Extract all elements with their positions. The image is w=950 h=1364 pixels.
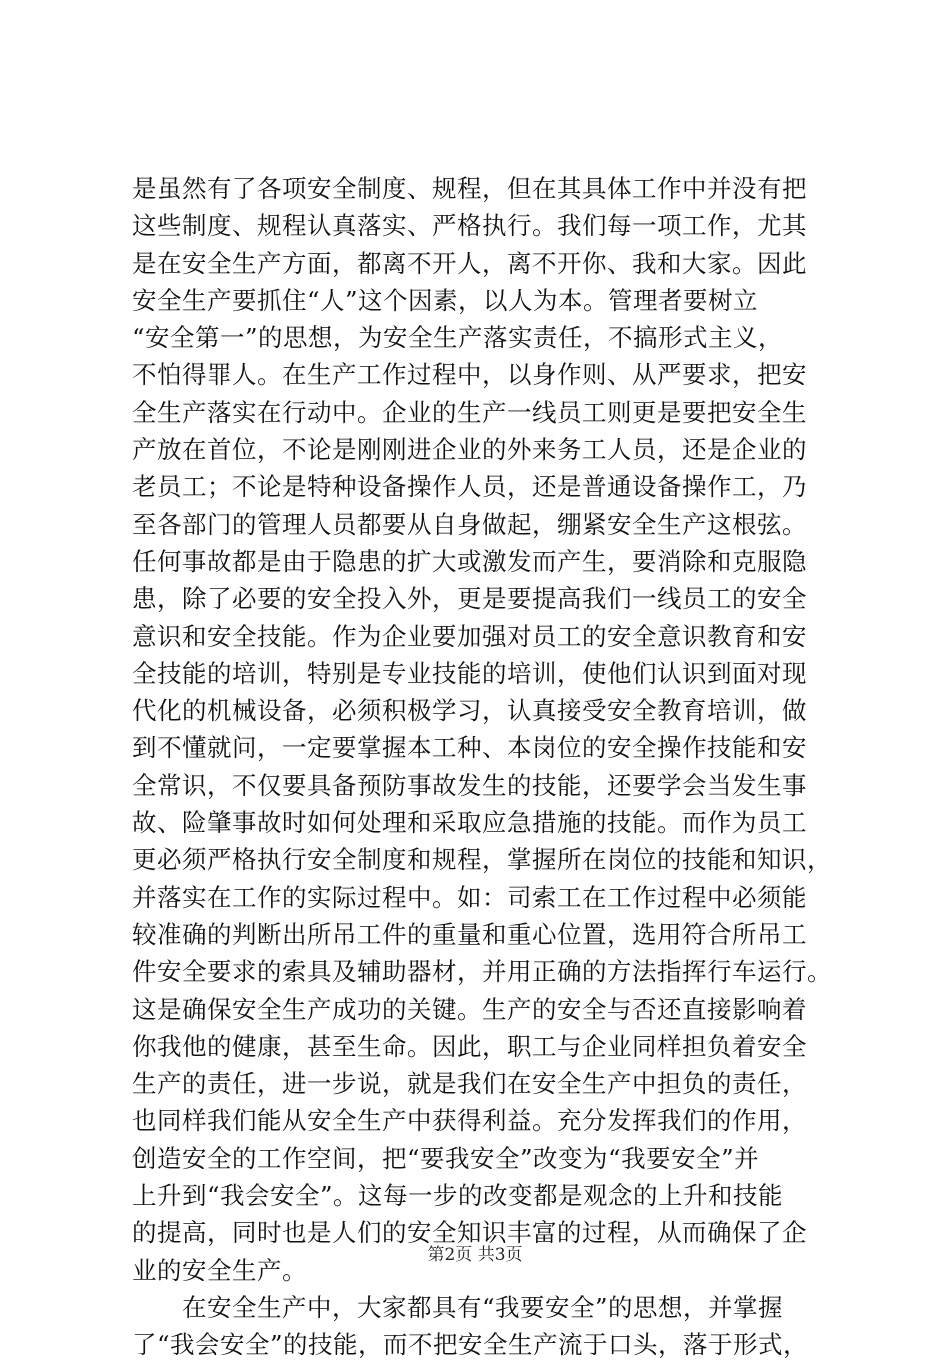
text-line: 全常识，不仅要具备预防事故发生的技能，还要学会当发生事 [132, 770, 807, 800]
text-line: 这是确保安全生产成功的关键。生产的安全与否还直接影响着 [132, 994, 807, 1024]
text-line: 任何事故都是由于隐患的扩大或激发而产生，要消除和克服隐 [132, 546, 807, 576]
text-line: 不怕得罪人。在生产工作过程中，以身作则、从严要求，把安 [132, 360, 807, 390]
text-line: 至各部门的管理人员都要从自身做起，绷紧安全生产这根弦。 [132, 509, 807, 539]
text-line: 也同样我们能从安全生产中获得利益。充分发挥我们的作用， [132, 1106, 807, 1136]
text-line: 患，除了必要的安全投入外，更是要提高我们一线员工的安全 [132, 584, 807, 614]
text-line: “安全第一”的思想，为安全生产落实责任，不搞形式主义， [132, 323, 784, 353]
page-number-label: 第2页 共3页 [427, 1245, 523, 1265]
body-text [132, 170, 832, 1364]
text-line: 这些制度、规程认真落实、严格执行。我们每一项工作，尤其 [132, 211, 807, 241]
text-line: 更必须严格执行安全制度和规程，掌握所在岗位的技能和知识， [132, 845, 832, 875]
text-line: 你我他的健康，甚至生命。因此，职工与企业同样担负着安全 [132, 1031, 807, 1061]
text-line: 较准确的判断出所吊工件的重量和重心位置，选用符合所吊工 [132, 919, 807, 949]
text-line: 意识和安全技能。作为企业要加强对员工的安全意识教育和安 [132, 621, 807, 651]
text-line: 并落实在工作的实际过程中。如：司索工在工作过程中必须能 [132, 882, 807, 912]
text-line: 了“我会安全”的技能，而不把安全生产流于口头，落于形式， [132, 1330, 809, 1360]
text-line: 件安全要求的索具及辅助器材，并用正确的方法指挥行车运行。 [132, 957, 832, 987]
text-line: 是虽然有了各项安全制度、规程，但在其具体工作中并没有把 [132, 174, 807, 203]
text-line: 到不懂就问，一定要掌握本工种、本岗位的安全操作技能和安 [132, 733, 807, 763]
text-line: 全生产落实在行动中。企业的生产一线员工则更是要把安全生 [132, 397, 807, 427]
text-line: 业的安全生产。 [132, 1255, 307, 1285]
text-line: 上升到“我会安全”。这每一步的改变都是观念的上升和技能 [132, 1181, 784, 1211]
text-line: 是在安全生产方面，都离不开人，离不开你、我和大家。因此 [132, 248, 807, 278]
text-line: 创造安全的工作空间，把“要我安全”改变为“我要安全”并 [132, 1143, 760, 1173]
text-line: 安全生产要抓住“人”这个因素，以人为本。管理者要树立 [132, 285, 759, 315]
text-line: 代化的机械设备，必须积极学习，认真接受安全教育培训，做 [132, 696, 807, 726]
text-line: 在安全生产中，大家都具有“我要安全”的思想，并掌握 [132, 1292, 784, 1322]
text-line: 的提高，同时也是人们的安全知识丰富的过程，从而确保了企 [132, 1218, 807, 1248]
text-line: 全技能的培训，特别是专业技能的培训，使他们认识到面对现 [132, 658, 807, 688]
page-footer [0, 1245, 950, 1265]
text-line: 生产的责任，进一步说，就是我们在安全生产中担负的责任， [132, 1069, 807, 1099]
text-line: 故、险肇事故时如何处理和采取应急措施的技能。而作为员工 [132, 808, 807, 838]
text-line: 老员工；不论是特种设备操作人员，还是普通设备操作工，乃 [132, 472, 807, 502]
text-line: 产放在首位，不论是刚刚进企业的外来务工人员，还是企业的 [132, 435, 807, 465]
